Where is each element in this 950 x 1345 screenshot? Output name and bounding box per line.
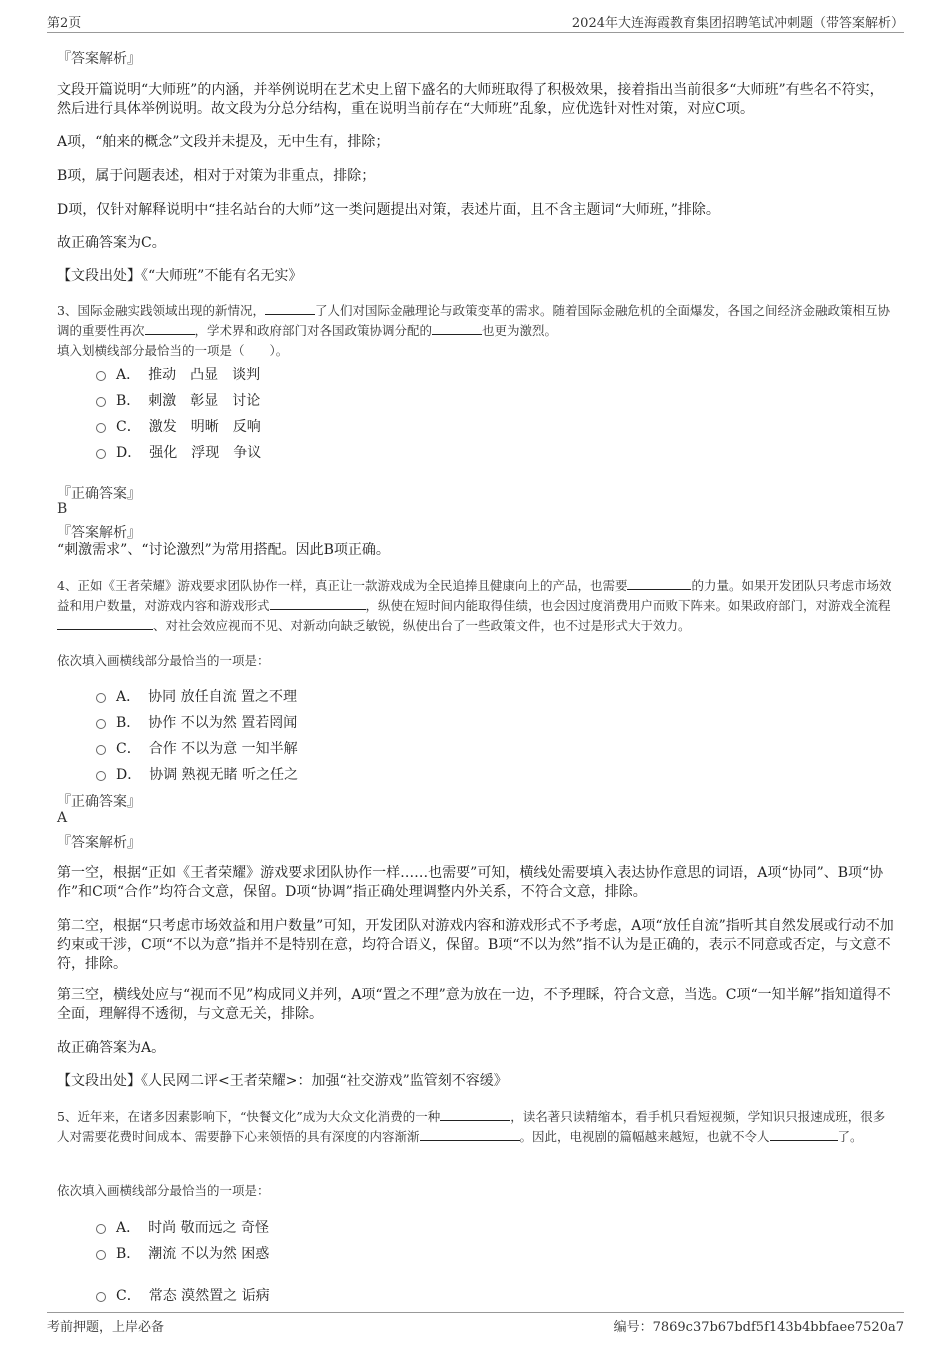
q4-option-c[interactable]: C． 合作 不以为意 一知半解 [96, 738, 298, 758]
q2-option-a-analysis: A项，“舶来的概念”文段并未提及，无中生有，排除； [57, 134, 390, 150]
blank-line [627, 589, 691, 590]
q3-analysis-heading: 『答案解析』 [57, 525, 141, 541]
q4-option-a[interactable]: A． 协同 放任自流 置之不理 [96, 686, 297, 706]
q5-prompt: 依次填入画横线部分最恰当的一项是： [57, 1183, 270, 1198]
q4-answer: A [57, 810, 68, 826]
q4-conclusion: 故正确答案为A。 [57, 1040, 166, 1056]
q4-option-d[interactable]: D． 协调 熟视无睹 听之任之 [96, 764, 298, 784]
q4-source: 【文段出处】《人民网二评<王者荣耀>：加强“社交游戏”监管刻不容缓》 [57, 1073, 508, 1089]
document-code: 编号：7869c37b67bdf5f143b4bbfaee7520a7 [613, 1320, 904, 1335]
q5-option-a[interactable]: A． 时尚 敬而远之 奇怪 [96, 1217, 269, 1237]
page-number: 第2页 [47, 16, 82, 31]
q2-source: 【文段出处】《“大师班”不能有名无实》 [57, 268, 303, 284]
page-footer [47, 1312, 904, 1337]
blank-line [770, 1140, 838, 1141]
q3-answer-heading: 『正确答案』 [57, 486, 141, 502]
q2-conclusion: 故正确答案为C。 [57, 235, 166, 251]
radio-button[interactable] [96, 1292, 106, 1302]
q3-answer: B [57, 501, 68, 517]
q4-stem: 4、正如《王者荣耀》游戏要求团队协作一样，真正让一款游戏成为全民追捧且健康向上的产品，也需要 的力量。如果开发团队只考虑市场效益和用户数量，对游戏内容和游戏形式 ，纵使在短时间内能取得佳绩，也会因过度消费用户而败下阵来。如果政府部门，对游戏全流程、对社会效应视而不见、对新动向缺乏敏锐，纵使出台了一些政策文件，也不过是形式大于效力。 [57, 578, 892, 633]
q4-analysis-paragraph-2: 第二空，根据“只考虑市场效益和用户数量”可知，开发团队对游戏内容和游戏形式不予考虑，A项“放任自流”指听其自然发展或行动不加约束或干涉，C项“不以为意”指并不是特别在意，均符合语义，保留。B项“不以为然”指不认为是正确的，表示不同意或否定，与文意不符，排除。 [57, 918, 894, 972]
q4-analysis-paragraph-3: 第三空，横线处应与“视而不见”构成同义并列，A项“置之不理”意为放在一边，不予理睬，符合文意，当选。C项“一知半解”指知道得不全面，理解得不透彻，与文意无关，排除。 [57, 987, 891, 1022]
q3-prompt: 填入划横线部分最恰当的一项是（ ）。 [57, 343, 289, 358]
document-title: 2024年大连海霞教育集团招聘笔试冲刺题（带答案解析） [571, 16, 904, 31]
q4-option-b[interactable]: B． 协作 不以为然 置若罔闻 [96, 712, 297, 732]
radio-button[interactable] [96, 693, 106, 703]
radio-button[interactable] [96, 397, 106, 407]
q2-analysis-heading: 『答案解析』 [57, 51, 141, 67]
radio-button[interactable] [96, 719, 106, 729]
q4-analysis-paragraph-1: 第一空，根据“正如《王者荣耀》游戏要求团队协作一样……也需要”可知，横线处需要填入表达协作意思的词语，A项“协同”、B项“协作”和C项“合作”均符合文意，保留。D项“协调”指正确处理调整内外关系，不符合文意，排除。 [57, 865, 884, 900]
q5-stem: 5、近年来，在诸多因素影响下，“快餐文化”成为大众文化消费的一种 ，读名著只读精缩本，看手机只看短视频，学知识只报速成班，很多人对需要花费时间成本、需要静下心来领悟的具有深度的内容渐渐 。因此，电视剧的篇幅越来越短，也就不令人 了。 [57, 1109, 886, 1144]
q2-option-b-analysis: B项，属于问题表述，相对于对策为非重点，排除； [57, 168, 376, 184]
radio-button[interactable] [96, 745, 106, 755]
q3-option-b[interactable]: B． 刺激 彰显 讨论 [96, 390, 260, 410]
blank-line [420, 1140, 520, 1141]
q4-analysis-heading: 『答案解析』 [57, 835, 141, 851]
blank-line [440, 1120, 510, 1121]
q3-analysis: “刺激需求”、“讨论激烈”为常用搭配。因此B项正确。 [57, 542, 390, 558]
radio-button[interactable] [96, 1250, 106, 1260]
page-header [47, 12, 904, 33]
q3-option-d[interactable]: D． 强化 浮现 争议 [96, 442, 261, 462]
q5-option-b[interactable]: B． 潮流 不以为然 困惑 [96, 1243, 269, 1263]
radio-button[interactable] [96, 371, 106, 381]
blank-line [57, 629, 153, 630]
radio-button[interactable] [96, 1224, 106, 1234]
q3-option-a[interactable]: A． 推动 凸显 谈判 [96, 364, 260, 384]
blank-line [432, 334, 482, 335]
radio-button[interactable] [96, 449, 106, 459]
q3-option-c[interactable]: C． 激发 明晰 反响 [96, 416, 261, 436]
q3-stem: 3、国际金融实践领域出现的新情况， 了人们对国际金融理论与政策变革的需求。随着国际金融危机的全面爆发，各国之间经济金融政策相互协调的重要性再次 ，学术界和政府部门对各国政策协调分配的 也更为激烈。 [57, 303, 890, 338]
q4-prompt: 依次填入画横线部分最恰当的一项是： [57, 653, 270, 668]
blank-line [265, 314, 315, 315]
footer-slogan: 考前押题，上岸必备 [47, 1320, 165, 1335]
radio-button[interactable] [96, 771, 106, 781]
blank-line [145, 334, 195, 335]
q5-option-c[interactable]: C． 常态 漠然置之 诟病 [96, 1285, 270, 1305]
q2-analysis-paragraph: 文段开篇说明“大师班”的内涵，并举例说明在艺术史上留下盛名的大师班取得了积极效果，接着指出当前很多“大师班”有些名不符实，然后进行具体举例说明。故文段为分总分结构，重在说明当前存在“大师班”乱象，应优选针对性对策，对应C项。 [57, 82, 884, 117]
q4-answer-heading: 『正确答案』 [57, 794, 141, 810]
radio-button[interactable] [96, 423, 106, 433]
q2-option-d-analysis: D项，仅针对解释说明中“挂名站台的大师”这一类问题提出对策，表述片面，且不含主题词“大师班，”排除。 [57, 202, 720, 218]
blank-line [270, 609, 366, 610]
